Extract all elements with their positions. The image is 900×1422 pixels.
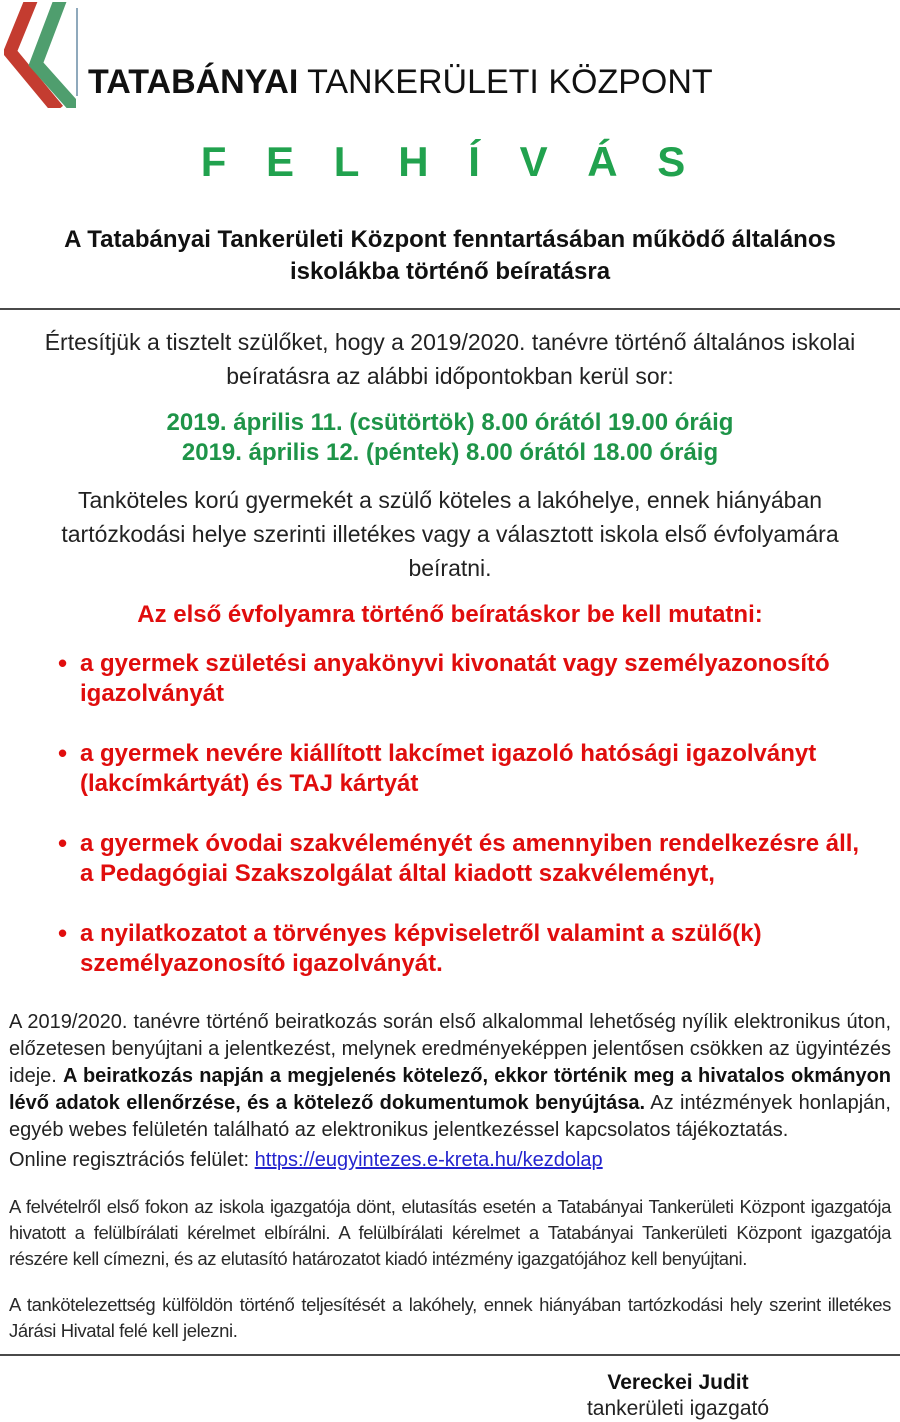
- obligation-paragraph: Tanköteles korú gyermekét a szülő köteles a lakóhelye, ennek hiányában tartózkodási helye szerinti illetékes vagy a választott iskola első évfolyamára beíratni.: [61, 487, 839, 581]
- list-item: • a gyermek születési anyakönyvi kivonatát vagy személyazonosító igazolványát: [58, 649, 870, 709]
- eregistration-text: A 2019/2020. tanévre történő beiratkozás során első alkalommal lehetőség nyílik elektronikus úton, előzetesen benyújtani a jelentkezést, melynek eredményeképpen jelentősen csökken az ügyintézés ideje.: [9, 1011, 891, 1087]
- enrollment-date-line: 2019. április 11. (csütörtök) 8.00 órától 19.00 óráig: [166, 409, 734, 436]
- requirements-heading: Az első évfolyamra történő beíratáskor be kell mutatni:: [137, 601, 763, 628]
- organization-name-bold: TATABÁNYAI: [88, 63, 299, 101]
- signature-block: [568, 1370, 788, 1422]
- signer-role: tankerületi igazgató: [586, 1397, 770, 1420]
- eregistration-text: Az intézmények honlapján, egyéb webes felületén található az elektronikus jelentkezéssel kapcsolatos tájékoztatás.: [9, 1092, 891, 1141]
- logo-divider: [76, 8, 78, 96]
- letterhead: [0, 0, 900, 108]
- eregistration-paragraph: [9, 1009, 891, 1144]
- eregistration-bold-text: A beiratkozás napján a megjelenés kötelező, ekkor történik meg a hivatalos okmányon lévő adatok ellenőrzése, és a kötelező dokumentumok benyújtása.: [9, 1065, 891, 1114]
- organization-name: [88, 63, 713, 108]
- abroad-paragraph: A tankötelezettség külföldön történő teljesítését a lakóhely, ennek hiányában tartózkodási hely szerint illetékes Járási Hivatal felé kell jelezni.: [9, 1294, 891, 1341]
- enrollment-dates: [0, 408, 900, 468]
- online-registration-line: [9, 1146, 891, 1174]
- signer-name: Vereckei Judit: [607, 1371, 749, 1394]
- enrollment-date-line: 2019. április 12. (péntek) 8.00 órától 18.00 óráig: [181, 439, 719, 466]
- organization-name-rest: TANKERÜLETI KÖZPONT: [298, 63, 713, 101]
- intro-paragraph: Értesítjük a tisztelt szülőket, hogy a 2019/2020. tanévre történő általános iskolai beíratásra az alábbi időpontokban kerül sor:: [44, 329, 856, 389]
- list-item: • a gyermek nevére kiállított lakcímet igazoló hatósági igazolványt (lakcímkártyát) és TAJ kártyát: [58, 739, 870, 799]
- online-registration-label: Online regisztrációs felület:: [9, 1149, 255, 1171]
- requirements-list: [58, 649, 870, 979]
- document-subtitle: A Tatabányai Tankerületi Központ fenntartásában működő általános iskolákba történő beíratásra: [64, 226, 836, 285]
- bottom-rule: [0, 1354, 900, 1356]
- list-item: • a gyermek óvodai szakvéleményét és amennyiben rendelkezésre áll, a Pedagógiai Szakszolgálat által kiadott szakvéleményt,: [58, 829, 870, 889]
- page-title: F E L H Í V Á S: [200, 138, 700, 185]
- top-rule: [0, 308, 900, 310]
- tankerulet-logo-icon: [4, 2, 76, 108]
- list-item: • a nyilatkozatot a törvényes képviseletről valamint a szülő(k) személyazonosító igazolványát.: [58, 919, 870, 979]
- registration-link[interactable]: https://eugyintezes.e-kreta.hu/kezdolap: [254, 1149, 603, 1171]
- appeal-paragraph: A felvételről első fokon az iskola igazgatója dönt, elutasítás esetén a Tatabányai Tankerületi Központ igazgatója hivatott a felülbírálati kérelmet elbírálni. A felülbírálati kérelmet a Tatabányai Tankerületi Központ igazgatója részére kell címezni, és az elutasító határozatot kiadó intézmény igazgatójához kell benyújtani.: [9, 1196, 891, 1269]
